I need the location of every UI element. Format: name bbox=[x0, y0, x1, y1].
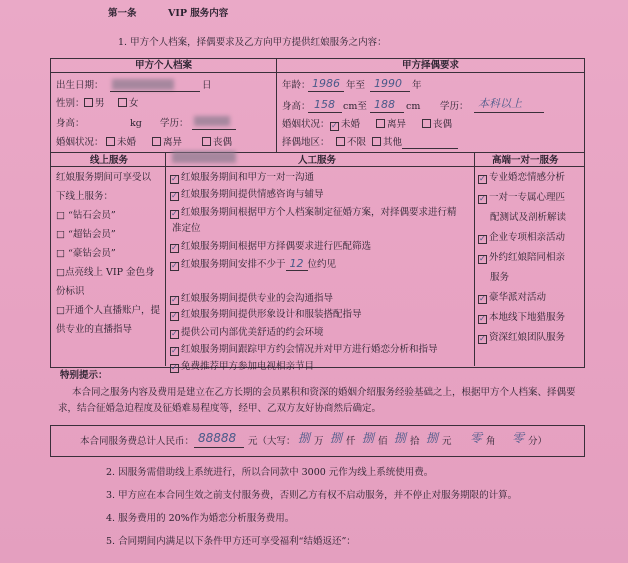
manual-service-item: 红娘服务期间安排不少于 bbox=[181, 259, 286, 270]
redacted-birth bbox=[112, 79, 174, 90]
checkbox-mark bbox=[170, 312, 179, 321]
premium-service-checkbox[interactable] bbox=[478, 252, 565, 264]
premium-service-checkbox[interactable] bbox=[478, 232, 565, 244]
profile-heading: 甲方个人档案 bbox=[135, 60, 193, 71]
region-other-checkbox[interactable]: 其他 bbox=[372, 137, 402, 149]
manual-service-checkbox[interactable] bbox=[170, 293, 333, 305]
notice-line-2: 求，结合征婚急迫程度及征婚难易程度等，经甲、乙双方友好协商然后确定。 bbox=[58, 403, 382, 414]
notice-heading: 特别提示： bbox=[60, 370, 108, 381]
manual-heading: 人工服务 bbox=[298, 155, 337, 166]
online-service-item: 供专业的直播指导 bbox=[56, 324, 133, 335]
fee-amount-handwritten: 88888 bbox=[198, 431, 237, 445]
premium-service-item: 豪华派对活动 bbox=[489, 292, 547, 303]
checkbox-mark bbox=[478, 195, 487, 204]
online-service-item: □点亮线上 VIP 金色身 bbox=[56, 267, 155, 278]
intro-line: 1. 甲方个人档案，择偶要求及乙方向甲方提供红娘服务之内容： bbox=[118, 37, 387, 48]
req-widowed-checkbox[interactable]: 丧偶 bbox=[422, 119, 452, 131]
checkbox-mark bbox=[170, 364, 179, 373]
checkbox-mark bbox=[170, 262, 179, 271]
profile-widowed-checkbox[interactable]: 丧偶 bbox=[202, 137, 232, 149]
manual-service-item: 红娘服务期间根据甲方个人档案制定征婚方案，对择偶要求进行精 bbox=[181, 206, 457, 218]
region-any-checkbox[interactable]: 不限 bbox=[336, 137, 366, 149]
manual-service-checkbox[interactable] bbox=[170, 309, 362, 321]
checkbox-mark bbox=[478, 315, 487, 324]
checkbox-mark bbox=[478, 235, 487, 244]
profile-divorced-checkbox[interactable]: 离异 bbox=[152, 137, 182, 149]
manual-service-item: 红娘服务期间提供情感咨询与辅导 bbox=[181, 189, 324, 201]
premium-service-checkbox[interactable] bbox=[478, 292, 546, 304]
premium-service-item: 专业婚恋情感分析 bbox=[489, 172, 566, 183]
premium-service-item: 服务 bbox=[490, 272, 510, 283]
article-number: 第一条 bbox=[108, 8, 137, 19]
premium-service-item: 资深红娘团队服务 bbox=[489, 332, 566, 343]
online-service-item: □ “超钻会员” bbox=[56, 229, 116, 240]
premium-service-checkbox[interactable] bbox=[478, 312, 565, 324]
premium-service-checkbox[interactable] bbox=[478, 172, 565, 184]
manual-service-item: 红娘服务期间提供专业的会沟通指导 bbox=[181, 292, 334, 304]
manual-service-item: 红娘服务期间和甲方一对一沟通 bbox=[181, 172, 315, 183]
notice-line-1: 本合同之服务内容及费用是建立在乙方长期的会员累积和资深的婚姻介绍服务经验基础之上，根据甲方个人档案、择偶要 bbox=[72, 387, 576, 398]
premium-service-item: 配测试及剖析解读 bbox=[490, 212, 567, 223]
online-service-item: 下线上服务： bbox=[56, 191, 114, 202]
edu-handwritten: 本科以上 bbox=[478, 97, 522, 110]
contract-page: 第一条 VIP 服务内容 1. 甲方个人档案，择偶要求及乙方向甲方提供红娘服务之内容： 甲方个人档案 出生日期： 日 性别： 男 女 身高： kg 学历： 婚姻状况： 未婚 离异 丧偶 甲方择偶要求 年龄： 1986 年至 1990 年 身高： 158 cm至 188 cm 学历： 本科以上 婚姻状况： ✓ 未婚 离异 丧偶 择偶地区： 不限 其他 线上服务 人工服务 高端一对一服务 红娘服务期间可享受以 下线上服务： □ “钻石会员” □ “超钻会员” □ “豪钻会员” □点亮线上 VIP 金色身 份标识 □开通个人直播账户，提 供专业的直播指导 ✓红娘服务期间和甲方一对一沟通 ✓红娘服务期间提供情感咨询与辅导 ✓红娘服务期间根据甲方个人档案制定征婚方案，对择偶要求进行精 准定位 ✓红娘服务期间根据甲方择偶要求进行匹配筛选 ✓红娘服务期间安排不少于 12 位约见 ✓红娘服务期间提供专业的会沟通指导 ✓红娘服务期间提供形象设计和服装搭配指导 ✓提供公司内部优美舒适的约会环境 ✓红娘服务期间跟踪甲方约会情况并对甲方进行婚恋分析和指导 ✓免费推荐甲方参加电视相亲节目 ✓专业婚恋情感分析 ✓一对一专属心理匹 配测试及剖析解读 ✓企业专项相亲活动 ✓外约红娘陪同相亲 服务 ✓豪华派对活动 ✓本地线下地猎服务 ✓资深红娘团队服务 特别提示： 本合同之服务内容及费用是建立在乙方长期的会员累积和资深的婚姻介绍服务经验基础之上，根据甲方个人档案、择偶要 求，结合征婚急迫程度及征婚难易程度等，经甲、乙双方友好协商然后确定。 本合同服务费总计人民币： 88888 元（大写： 捌 万 捌 仟 捌 佰 捌 拾 捌 元 零 角 零 分） 2. 因服务需借助线上系统进行，所以合同款中 3000 元作为线上系统使用费。 3. 甲方应在本合同生效之前支付服务费，否则乙方有权不启动服务，并不停止对服务期限的计算。 4. 服务费用的 20%作为婚恋分析服务费用。 5. 合同期间内满足以下条件甲方还可享受福利“结婚返还”： bbox=[0, 0, 628, 563]
req-divorced-checkbox[interactable]: 离异 bbox=[376, 119, 406, 131]
premium-service-item: 本地线下地猎服务 bbox=[489, 312, 566, 323]
premium-service-checkbox[interactable] bbox=[478, 192, 565, 204]
checkbox-mark bbox=[170, 347, 179, 356]
age-to-handwritten: 1990 bbox=[374, 77, 402, 90]
manual-service-checkbox[interactable] bbox=[170, 189, 324, 201]
manual-service-checkbox[interactable] bbox=[170, 361, 314, 373]
height-to-handwritten: 188 bbox=[374, 98, 395, 111]
clause-line: 2. 因服务需借助线上系统进行，所以合同款中 3000 元作为线上系统使用费。 bbox=[106, 467, 434, 478]
premium-service-checkbox[interactable] bbox=[478, 332, 565, 344]
manual-service-checkbox[interactable] bbox=[170, 327, 324, 339]
manual-service-checkbox[interactable] bbox=[170, 258, 336, 271]
checkbox-mark bbox=[478, 295, 487, 304]
online-service-item: □ “豪钻会员” bbox=[56, 248, 116, 259]
requirements-heading: 甲方择偶要求 bbox=[402, 60, 460, 71]
manual-service-checkbox[interactable] bbox=[170, 241, 371, 253]
gender-female-checkbox[interactable]: 女 bbox=[118, 98, 139, 110]
manual-service-item: 红娘服务期间根据甲方择偶要求进行匹配筛选 bbox=[181, 240, 372, 252]
manual-service-item: 红娘服务期间跟踪甲方约会情况并对甲方进行婚恋分析和指导 bbox=[181, 344, 438, 356]
gender-male-checkbox[interactable]: 男 bbox=[84, 98, 105, 110]
premium-service-item: 企业专项相亲活动 bbox=[489, 232, 566, 243]
online-service-item: 份标识 bbox=[56, 286, 85, 297]
manual-service-item: 准定位 bbox=[172, 223, 201, 235]
req-unmarried-checkbox[interactable]: ✓ 未婚 bbox=[330, 119, 360, 131]
manual-service-checkbox[interactable] bbox=[170, 172, 314, 184]
manual-service-checkbox[interactable] bbox=[170, 344, 438, 356]
manual-service-item: 提供公司内部优美舒适的约会环境 bbox=[181, 326, 324, 338]
height-from-handwritten: 158 bbox=[314, 98, 335, 111]
checkbox-mark bbox=[170, 330, 179, 339]
online-service-item: □ “钻石会员” bbox=[56, 210, 116, 221]
manual-service-item: 红娘服务期间提供形象设计和服装搭配指导 bbox=[181, 309, 362, 321]
checkbox-mark bbox=[478, 335, 487, 344]
checkbox-mark bbox=[170, 175, 179, 184]
section-title: VIP 服务内容 bbox=[168, 8, 229, 19]
checkbox-mark bbox=[478, 175, 487, 184]
birth-label: 出生日期： bbox=[56, 80, 104, 91]
checkbox-mark bbox=[170, 210, 179, 219]
online-heading: 线上服务 bbox=[90, 155, 129, 166]
online-service-item: □开通个人直播账户，提 bbox=[56, 305, 160, 316]
online-service-item: 红娘服务期间可享受以 bbox=[56, 172, 152, 183]
checkbox-mark bbox=[170, 244, 179, 253]
clause-line: 5. 合同期间内满足以下条件甲方还可享受福利“结婚返还”： bbox=[106, 536, 356, 547]
checkbox-mark bbox=[170, 192, 179, 201]
meet-count-handwritten: 12 bbox=[286, 257, 308, 271]
age-from-handwritten: 1986 bbox=[312, 77, 340, 90]
manual-service-item: 免费推荐甲方参加电视相亲节目 bbox=[181, 361, 315, 373]
clause-line: 4. 服务费用的 20%作为婚恋分析服务费用。 bbox=[106, 513, 295, 524]
redacted-stamp bbox=[172, 151, 236, 163]
premium-heading: 高端一对一服务 bbox=[492, 155, 559, 166]
checkbox-mark bbox=[170, 296, 179, 305]
manual-service-item: 位约见 bbox=[307, 259, 337, 270]
manual-service-checkbox[interactable] bbox=[170, 207, 457, 219]
profile-unmarried-checkbox[interactable]: 未婚 bbox=[106, 137, 136, 149]
clause-line: 3. 甲方应在本合同生效之前支付服务费，否则乙方有权不启动服务，并不停止对服务期限的计算。 bbox=[106, 490, 518, 501]
redacted-edu bbox=[194, 116, 230, 126]
premium-service-item: 一对一专属心理匹 bbox=[489, 192, 566, 203]
fee-label: 本合同服务费总计人民币： bbox=[80, 436, 195, 447]
checkbox-mark bbox=[478, 255, 487, 264]
premium-service-item: 外约红娘陪同相亲 bbox=[489, 252, 566, 263]
